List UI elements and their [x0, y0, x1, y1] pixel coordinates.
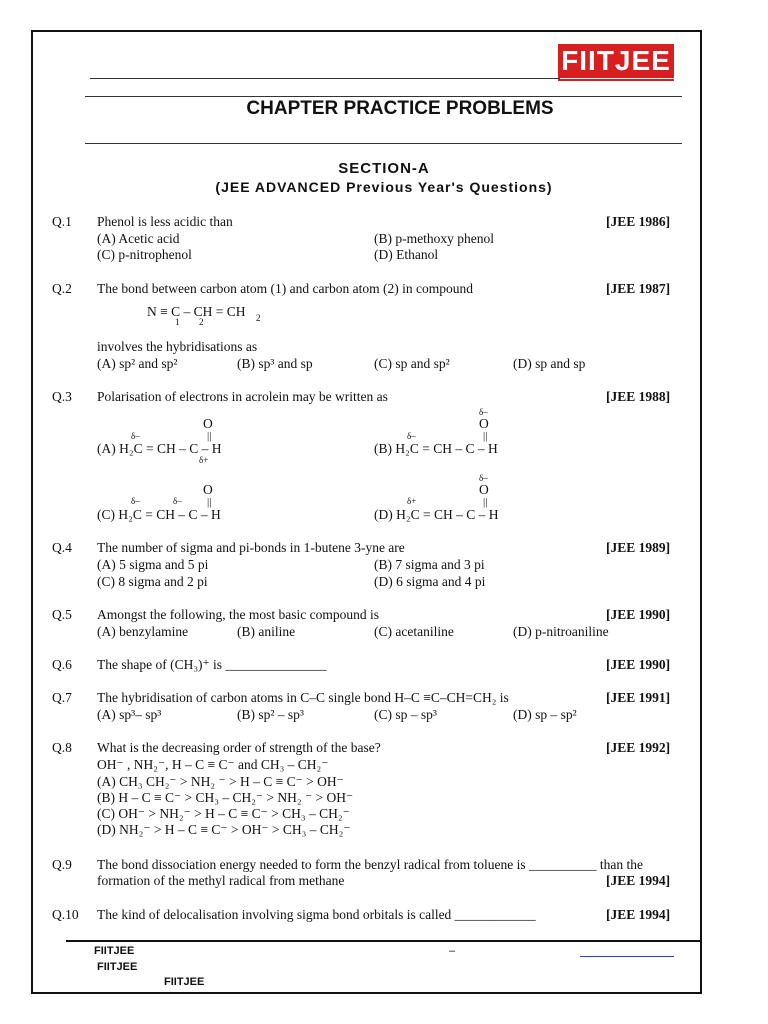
footer-brand: FIITJEE: [97, 961, 138, 973]
option-b: (B) sp² – sp³: [237, 707, 304, 722]
oxygen-label: O: [203, 482, 213, 497]
question-text: The bond between carbon atom (1) and carbon atom (2) in compound: [97, 281, 474, 296]
option-d: (D) NH₂⁻ > H – C ≡ C⁻ > OH⁻ > CH₃ – CH₂⁻: [97, 822, 351, 837]
atom-number-1: 1: [175, 317, 180, 327]
page-title: CHAPTER PRACTICE PROBLEMS: [246, 98, 554, 119]
option-d: (D) Ethanol: [374, 247, 439, 262]
option-d: (D) p-nitroaniline: [513, 624, 609, 639]
partial-charge: δ–: [479, 473, 488, 483]
oxygen-label: O: [479, 416, 489, 431]
footer-brand: FIITJEE: [164, 976, 205, 988]
exam-tag: [JEE 1986]: [606, 214, 671, 229]
section-heading: SECTION-A: [338, 160, 430, 177]
exam-tag: [JEE 1990]: [606, 657, 671, 672]
option-a: (A) 5 sigma and 5 pi: [97, 557, 209, 572]
exam-tag: [JEE 1992]: [606, 740, 671, 755]
q-number: Q.10: [52, 907, 79, 922]
option-b: (B) H₂C = CH – C – H: [374, 441, 498, 456]
q-number: Q.3: [52, 389, 72, 404]
option-b: (B) sp³ and sp: [237, 356, 313, 371]
q-number: Q.1: [52, 214, 72, 229]
q-number: Q.6: [52, 657, 72, 672]
partial-charge: δ–: [479, 407, 488, 417]
partial-charge: δ+: [199, 455, 209, 465]
question-text: The shape of (CH₃)⁺ is _______________: [97, 657, 327, 672]
option-d: (D) sp and sp: [513, 356, 586, 371]
option-d: (D) 6 sigma and 4 pi: [374, 574, 486, 589]
oxygen-label: O: [203, 416, 213, 431]
partial-charge: δ–: [131, 431, 140, 441]
question-text: formation of the methyl radical from methane: [97, 873, 345, 888]
option-b: (B) H – C ≡ C⁻ > CH₃ – CH₂⁻ > NH₂ ⁻ > OH⁻: [97, 790, 354, 805]
question-text: The hybridisation of carbon atoms in C–C single bond H–C ≡C–CH=CH₂ is: [97, 690, 509, 705]
footer-brand: FIITJEE: [94, 945, 135, 957]
section-subtitle: (JEE ADVANCED Previous Year's Questions): [215, 179, 553, 195]
divider: [85, 96, 682, 97]
logo-underline: [558, 79, 674, 81]
atom-number-2: 2: [199, 317, 204, 327]
question-text: involves the hybridisations as: [97, 339, 258, 354]
q-number: Q.7: [52, 690, 72, 705]
option-b: (B) 7 sigma and 3 pi: [374, 557, 485, 572]
partial-charge: δ–: [131, 496, 140, 506]
partial-charge: δ–: [407, 431, 416, 441]
option-c: (C) sp – sp³: [374, 707, 437, 722]
option-c: (C) H₂C = CH – C – H: [97, 507, 221, 522]
exam-tag: [JEE 1991]: [606, 690, 671, 705]
exam-tag: [JEE 1994]: [606, 873, 671, 888]
option-c: (C) p-nitrophenol: [97, 247, 192, 262]
q-number: Q.5: [52, 607, 72, 622]
option-a: (A) benzylamine: [97, 624, 189, 639]
q-number: Q.8: [52, 740, 72, 755]
question-text: The kind of delocalisation involving sigma bond orbitals is called ____________: [97, 907, 536, 922]
partial-charge: δ–: [173, 496, 182, 506]
option-d: (D) H₂C = CH – C – H: [374, 507, 499, 522]
double-bond: ||: [207, 496, 212, 508]
option-c: (C) 8 sigma and 2 pi: [97, 574, 208, 589]
option-b: (B) aniline: [237, 624, 296, 639]
question-text: Polarisation of electrons in acrolein may be written as: [97, 389, 388, 404]
option-d: (D) sp – sp²: [513, 707, 577, 722]
divider: [85, 143, 682, 144]
option-c: (C) sp and sp²: [374, 356, 450, 371]
brand-logo: FIITJEE: [558, 44, 674, 78]
question-text: The bond dissociation energy needed to form the benzyl radical from toluene is __________ than the: [97, 857, 643, 872]
exam-tag: [JEE 1994]: [606, 907, 671, 922]
footer-link[interactable]: [580, 956, 674, 957]
option-a: (A) sp³– sp³: [97, 707, 162, 722]
q-number: Q.9: [52, 857, 72, 872]
option-a: (A) H₂C = CH – C – H: [97, 441, 222, 456]
double-bond: ||: [483, 496, 488, 508]
oxygen-label: O: [479, 482, 489, 497]
question-text: Amongst the following, the most basic compound is: [97, 607, 379, 622]
question-line: OH⁻ , NH₂⁻, H – C ≡ C⁻ and CH₃ – CH₂⁻: [97, 757, 329, 772]
q-number: Q.2: [52, 281, 72, 296]
exam-tag: [JEE 1988]: [606, 389, 671, 404]
option-a: (A) sp² and sp²: [97, 356, 178, 371]
exam-tag: [JEE 1987]: [606, 281, 671, 296]
exam-tag: [JEE 1990]: [606, 607, 671, 622]
question-text: What is the decreasing order of strength of the base?: [97, 740, 381, 755]
question-text: The number of sigma and pi-bonds in 1-butene 3-yne are: [97, 540, 405, 555]
option-b: (B) p-methoxy phenol: [374, 231, 494, 246]
option-a: (A) Acetic acid: [97, 231, 180, 246]
partial-charge: δ+: [407, 496, 417, 506]
divider: [90, 78, 560, 79]
double-bond: ||: [483, 430, 488, 442]
option-c: (C) OH⁻ > NH₂⁻ > H – C ≡ C⁻ > CH₃ – CH₂⁻: [97, 806, 350, 821]
double-bond: ||: [207, 430, 212, 442]
exam-tag: [JEE 1989]: [606, 540, 671, 555]
option-a: (A) CH₃ CH₂⁻ > NH₂ ⁻ > H – C ≡ C⁻ > OH⁻: [97, 774, 344, 789]
question-text: Phenol is less acidic than: [97, 214, 233, 229]
subscript: 2: [256, 313, 261, 323]
footer-dash: –: [449, 945, 456, 957]
option-c: (C) acetaniline: [374, 624, 454, 639]
q-number: Q.4: [52, 540, 72, 555]
formula: N ≡ C – CH = CH: [147, 304, 246, 319]
footer-divider: [66, 940, 702, 942]
